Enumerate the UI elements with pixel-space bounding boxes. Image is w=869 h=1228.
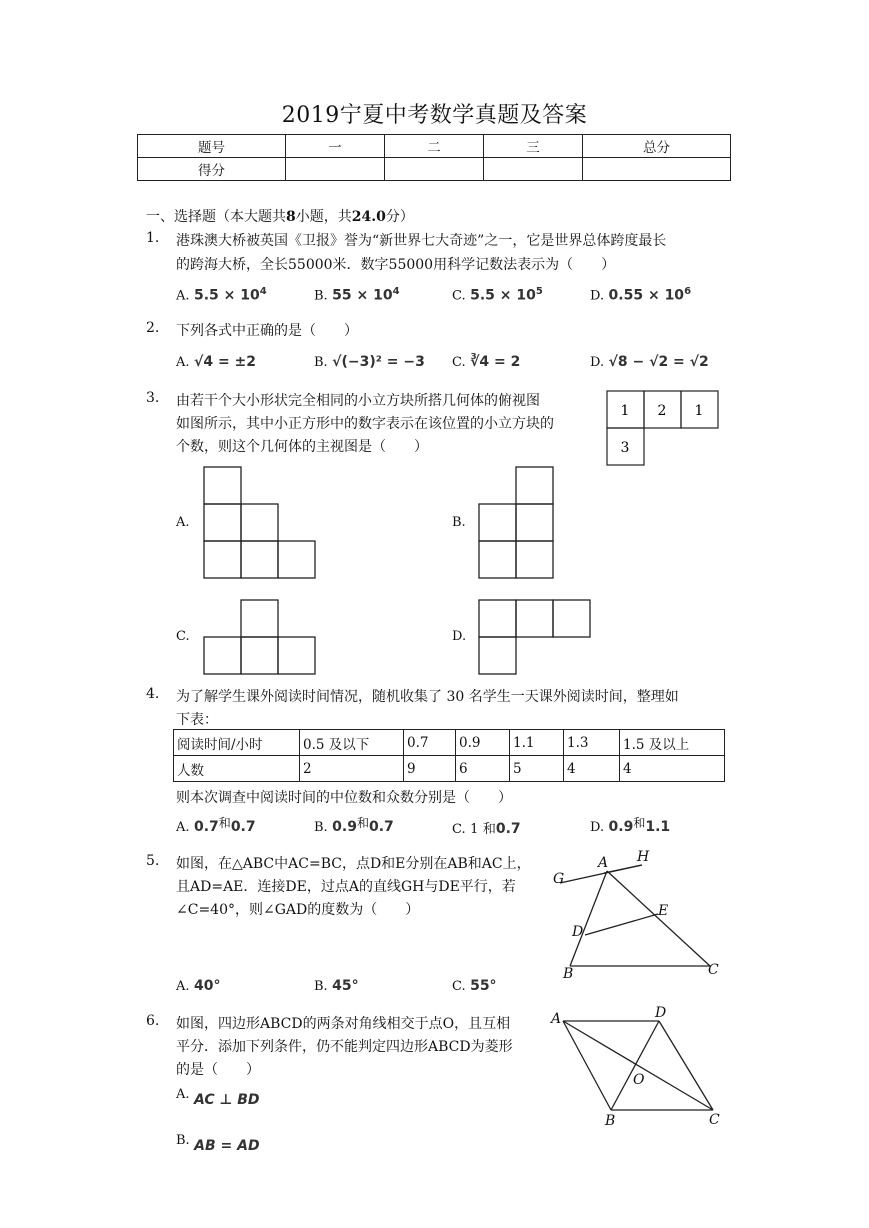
score-header-cell: 总分 — [583, 135, 731, 158]
q1-line1: 港珠澳大桥被英国《卫报》誉为“新世界七大奇迹”之一，它是世界总体跨度最长 — [176, 233, 667, 249]
view-cell — [204, 637, 241, 674]
side-ba — [563, 1021, 611, 1110]
score-row-label: 得分 — [138, 158, 286, 181]
option-math: 45° — [332, 978, 359, 994]
option-math: 1 — [470, 822, 479, 837]
score-cell — [385, 158, 484, 181]
option-math: 5.5 × 10 — [193, 287, 260, 304]
point-label-h: H — [637, 849, 650, 865]
q1-option-d — [590, 286, 691, 304]
section-mid: 小题，共 — [295, 209, 352, 225]
view-cell — [241, 600, 278, 637]
table-cell: 6 — [456, 756, 510, 782]
score-cell — [286, 158, 385, 181]
table-cell: 4 — [564, 756, 620, 782]
table-cell: 9 — [404, 756, 456, 782]
table-cell: 1.1 — [510, 730, 564, 756]
option-label: A. — [176, 355, 190, 370]
option-label: C. — [452, 822, 466, 837]
q6-line1: 如图，四边形ABCD的两条对角线相交于点O，且互相 — [176, 1016, 511, 1032]
table-cell: 2 — [300, 756, 404, 782]
option-label: D. — [590, 820, 605, 835]
option-label: A. — [176, 1087, 190, 1102]
q2-option-a — [176, 354, 256, 370]
option-connector: 和 — [356, 816, 369, 830]
q3-option-b-figure — [477, 464, 559, 582]
q3-option-a-figure — [202, 464, 320, 582]
option-connector: 和 — [482, 822, 496, 837]
view-cell — [553, 600, 590, 637]
option-math: ∛4 = 2 — [470, 354, 521, 370]
view-cell — [479, 504, 516, 541]
section-heading — [146, 206, 414, 226]
option-exponent: 4 — [259, 286, 267, 297]
table-cell: 1.5 及以上 — [620, 730, 725, 756]
q6-number: 6. — [146, 1013, 160, 1029]
q4-line3: 则本次调查中阅读时间的中位数和众数分别是（ ） — [176, 790, 512, 806]
score-header-cell: 一 — [286, 135, 385, 158]
point-label-a: A — [598, 855, 609, 871]
option-label: D. — [590, 288, 605, 304]
q1-option-c — [452, 286, 543, 304]
view-cell — [516, 504, 553, 541]
q1-number: 1. — [146, 230, 160, 246]
q3-line2: 如图所示，其中小正方形中的数字表示在该位置的小立方块的 — [176, 416, 554, 432]
q4-option-d — [590, 818, 670, 835]
q1-line2: 的跨海大桥，全长55000米．数字55000用科学记数法表示为（ ） — [176, 257, 616, 273]
option-exponent: 4 — [392, 286, 400, 297]
option-label: B. — [314, 820, 328, 835]
table-row — [174, 756, 725, 782]
q6-quadrilateral-figure — [545, 1003, 730, 1133]
q4-number: 4. — [146, 686, 160, 702]
q2-option-c — [452, 354, 520, 370]
option-connector: 和 — [218, 816, 231, 830]
q5-triangle-figure — [545, 843, 730, 983]
line-gh-seg — [604, 865, 642, 873]
option-label: B. — [314, 288, 328, 304]
segment-de — [585, 914, 658, 935]
option-math: AC ⊥ BD — [193, 1092, 260, 1108]
table-cell: 5 — [510, 756, 564, 782]
point-label-e: E — [658, 903, 669, 919]
view-cell — [241, 504, 278, 541]
q4-line1: 为了解学生课外阅读时间情况，随机收集了 30 名学生一天课外阅读时间，整理如 — [176, 689, 679, 705]
option-math: 55 × 10 — [332, 287, 393, 304]
diagonal-ac — [563, 1021, 713, 1110]
option-label: C. — [452, 288, 466, 304]
q3-top-view-figure — [600, 386, 725, 472]
table-cell: 4 — [620, 756, 725, 782]
page-title: 2019宁夏中考数学真题及答案 — [281, 103, 588, 128]
score-header-row — [138, 135, 731, 158]
table-cell: 人数 — [174, 756, 300, 782]
score-value-row — [138, 158, 731, 181]
option-label: A. — [176, 820, 190, 835]
table-cell: 1.3 — [564, 730, 620, 756]
q3-option-c-figure — [202, 597, 320, 677]
view-cell — [479, 637, 516, 674]
option-label: A. — [176, 288, 190, 304]
q4-reading-table — [173, 729, 725, 782]
score-header-cell: 二 — [385, 135, 484, 158]
option-math: 5.5 × 10 — [470, 287, 536, 304]
q5-line3: ∠C=40°，则∠GAD的度数为（ ） — [176, 902, 420, 918]
q5-option-a — [176, 978, 220, 994]
q3-line1: 由若干个大小形状完全相同的小立方块所搭几何体的俯视图 — [176, 393, 540, 409]
q6-option-b — [176, 1133, 260, 1154]
view-cell — [204, 504, 241, 541]
score-header-cell: 题号 — [138, 135, 286, 158]
option-label: C. — [452, 355, 466, 370]
view-cell — [278, 541, 315, 578]
view-cell — [516, 600, 553, 637]
section-prefix: 一、选择题（本大题共 — [146, 209, 286, 225]
q2-option-b — [314, 354, 425, 370]
option-math: 55° — [470, 978, 497, 994]
score-header-cell: 三 — [484, 135, 583, 158]
grid-number: 1 — [620, 403, 630, 419]
q4-line2: 下表： — [176, 712, 218, 728]
option-math: 0.9 — [608, 819, 634, 835]
q3-option-a-label: A. — [176, 515, 190, 530]
view-cell — [204, 541, 241, 578]
option-math: 0.7 — [495, 821, 521, 837]
q2-line1: 下列各式中正确的是（ ） — [176, 323, 358, 339]
view-cell — [516, 541, 553, 578]
q5-option-b — [314, 978, 359, 994]
point-label-o: O — [633, 1072, 645, 1088]
view-cell — [278, 637, 315, 674]
option-math: √4 = ±2 — [193, 354, 257, 370]
view-cell — [204, 467, 241, 504]
q3-line3: 个数，则这个几何体的主视图是（ ） — [176, 439, 428, 455]
option-exponent: 5 — [535, 286, 543, 297]
q2-number: 2. — [146, 320, 160, 336]
side-ab — [570, 871, 607, 966]
option-math: AB = AD — [194, 1138, 260, 1154]
score-table — [137, 134, 731, 181]
point-label-b: B — [563, 966, 574, 982]
grid-number: 3 — [620, 440, 630, 456]
q6-line2: 平分．添加下列条件，仍不能判定四边形ABCD为菱形 — [176, 1039, 513, 1055]
point-label-b: B — [605, 1113, 616, 1129]
option-exponent: 6 — [684, 286, 692, 297]
section-points: 24.0 — [351, 209, 386, 225]
q3-option-c-label: C. — [176, 629, 190, 644]
q3-option-d-figure — [477, 597, 595, 677]
view-cell — [479, 541, 516, 578]
grid-number: 1 — [694, 403, 704, 419]
point-label-d: D — [655, 1005, 667, 1021]
side-dc — [659, 1021, 713, 1110]
table-cell: 阅读时间/小时 — [174, 730, 300, 756]
option-math: 40° — [193, 978, 221, 994]
q6-option-a — [176, 1087, 260, 1108]
option-label: C. — [452, 979, 466, 994]
q4-option-b — [314, 818, 394, 835]
q6-line3: 的是（ ） — [176, 1062, 260, 1078]
view-cell — [241, 541, 278, 578]
diagonal-bd — [611, 1021, 659, 1110]
score-cell — [484, 158, 583, 181]
option-math: 0.7 — [193, 819, 219, 835]
table-cell: 0.7 — [404, 730, 456, 756]
option-math: 0.7 — [368, 819, 394, 835]
point-label-d: D — [572, 924, 584, 940]
q5-line1: 如图，在△ABC中AC=BC，点D和E分别在AB和AC上， — [176, 856, 531, 872]
option-math: √(−3)² = −3 — [332, 354, 425, 370]
point-label-c: C — [708, 962, 719, 978]
option-label: B. — [314, 355, 328, 370]
q1-option-a — [176, 286, 267, 304]
section-count: 8 — [286, 209, 296, 225]
q2-option-d — [590, 354, 709, 370]
option-label: D. — [590, 355, 605, 370]
q5-line2: 且AD=AE．连接DE，过点A的直线GH与DE平行，若 — [176, 879, 516, 895]
option-math: 0.9 — [332, 819, 357, 835]
section-suffix: 分） — [385, 209, 414, 225]
q3-option-b-label: B. — [452, 515, 466, 530]
point-label-a: A — [551, 1011, 562, 1027]
q4-option-a — [176, 818, 256, 835]
q1-option-b — [314, 286, 400, 304]
option-connector: 和 — [633, 816, 646, 830]
q3-number: 3. — [146, 390, 160, 406]
table-row — [174, 730, 725, 756]
grid-number: 2 — [657, 403, 667, 419]
point-label-g: G — [553, 871, 565, 887]
option-label: B. — [314, 979, 328, 994]
view-cell — [241, 637, 278, 674]
option-math: 0.7 — [230, 819, 256, 835]
table-cell: 0.9 — [456, 730, 510, 756]
q3-option-d-label: D. — [452, 629, 467, 644]
option-label: A. — [176, 979, 190, 994]
view-cell — [516, 467, 553, 504]
option-math: 0.55 × 10 — [608, 287, 685, 304]
score-cell — [583, 158, 731, 181]
point-label-c: C — [709, 1112, 720, 1128]
option-label: B. — [176, 1133, 190, 1148]
option-math: √8 − √2 = √2 — [608, 354, 709, 370]
q5-number: 5. — [146, 853, 160, 869]
view-cell — [479, 600, 516, 637]
q4-option-c — [452, 818, 521, 837]
q5-option-c — [452, 978, 497, 994]
table-cell: 0.5 及以下 — [300, 730, 404, 756]
option-math: 1.1 — [645, 819, 671, 835]
